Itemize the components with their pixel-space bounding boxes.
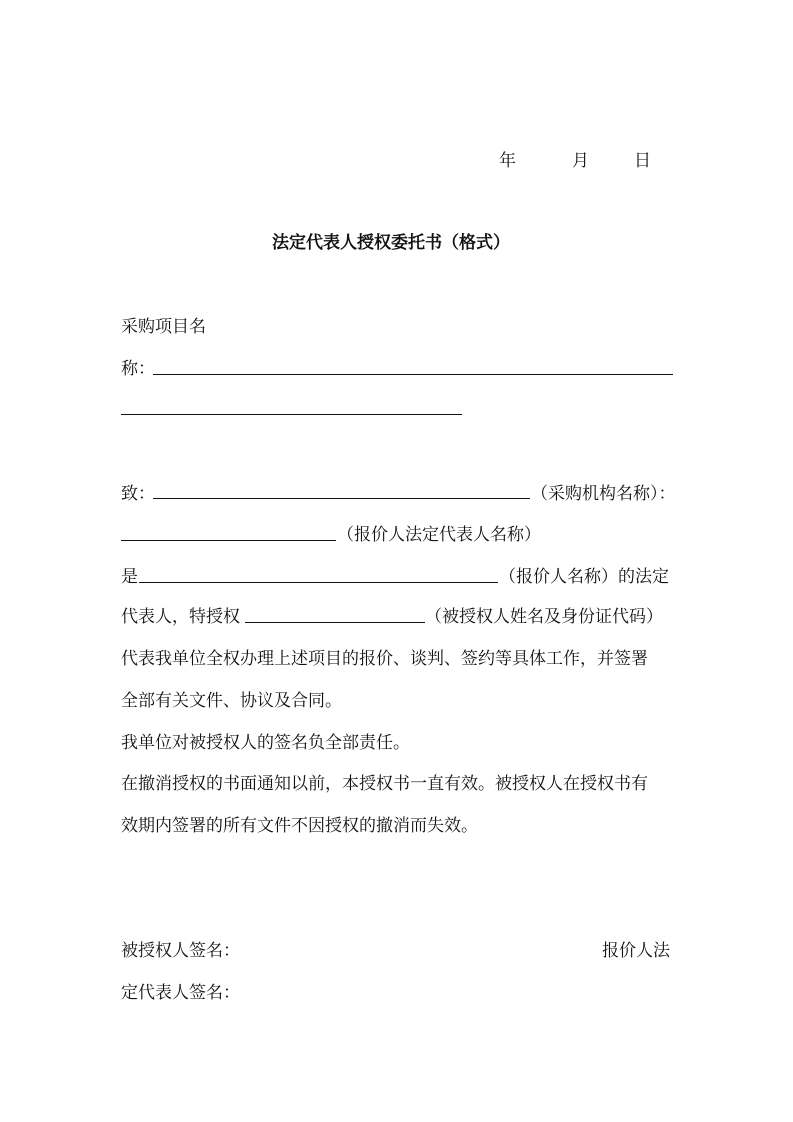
body-line-2: 全部有关文件、协议及合同。 (121, 691, 342, 711)
date-year: 年 (499, 151, 516, 171)
is-prefix: 是 (121, 567, 138, 587)
legal-rep-name-blank[interactable] (121, 540, 336, 541)
legal-rep-name-suffix: （报价人法定代表人名称） (337, 525, 541, 545)
authorize-suffix: （被授权人姓名及身份证代码） (425, 607, 663, 627)
authorized-signature-label: 被授权人签名： (121, 941, 240, 961)
body-line-4: 在撤消授权的书面通知以前，本授权书一直有效。被授权人在授权书有 (121, 774, 648, 794)
agency-name-blank[interactable] (153, 498, 530, 499)
document-title: 法定代表人授权委托书（格式） (272, 233, 510, 253)
body-line-3: 我单位对被授权人的签名负全部责任。 (121, 733, 410, 753)
to-prefix: 致： (121, 484, 155, 504)
project-label-line1: 采购项目名 (121, 317, 206, 337)
legal-rep-signature-label-part2: 定代表人签名： (121, 983, 240, 1003)
authorized-person-blank[interactable] (245, 622, 425, 623)
is-suffix: （报价人名称）的法定 (499, 567, 669, 587)
date-month: 月 (572, 151, 589, 171)
date-day: 日 (634, 151, 651, 171)
authorize-prefix: 代表人，特授权 (121, 607, 240, 627)
body-line-5: 效期内签署的所有文件不因授权的撤消而失效。 (121, 816, 478, 836)
project-name-blank-cont[interactable] (121, 414, 462, 415)
project-label-line2: 称： (121, 359, 155, 379)
bidder-name-blank[interactable] (139, 582, 498, 583)
project-name-blank[interactable] (153, 374, 673, 375)
body-line-1: 代表我单位全权办理上述项目的报价、谈判、签约等具体工作，并签署 (121, 649, 648, 669)
legal-rep-signature-label-part1: 报价人法 (602, 941, 670, 961)
to-suffix: （采购机构名称）： (531, 484, 676, 504)
